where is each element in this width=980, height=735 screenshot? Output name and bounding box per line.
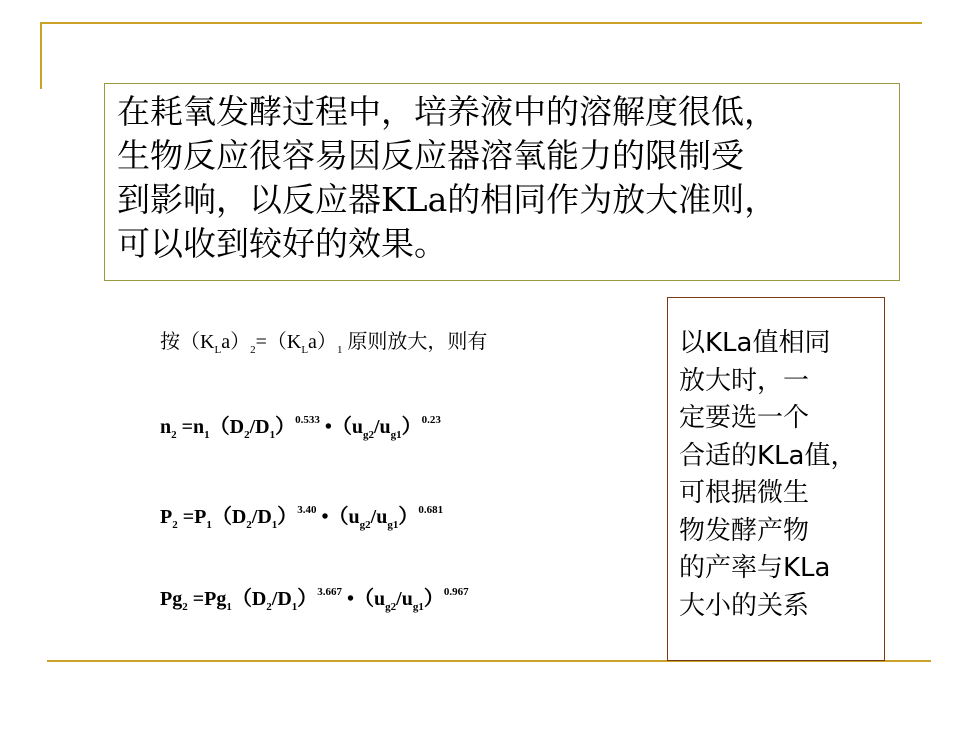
fp-lhs-sub: 2: [172, 519, 178, 531]
fn-mid: /u: [373, 416, 391, 438]
fn-exp1: 0.533: [295, 414, 320, 426]
fn-lhs: n: [160, 416, 172, 438]
fn-ug2: g2: [362, 429, 374, 441]
formula-intro: [160, 325, 487, 356]
fpg-d1: 1: [291, 601, 298, 613]
fi-sub1: L: [214, 344, 222, 356]
fpg-slash: /D: [271, 588, 292, 610]
fpg-eq-sub: 1: [226, 601, 232, 613]
fpg-lhs-sub: 2: [182, 601, 188, 613]
fp-close2: ）: [398, 506, 419, 528]
fi-post: 原则放大，则有: [342, 331, 488, 353]
fpg-d2: 2: [266, 601, 272, 613]
top-decor-line: [40, 22, 922, 24]
fpg-exp1: 3.667: [317, 586, 343, 598]
fp-mid: /u: [370, 506, 388, 528]
fp-ug2: g2: [359, 519, 371, 531]
fi-mid3: a）: [308, 331, 337, 353]
fpg-close2: ）: [423, 588, 444, 610]
fp-ug1: g1: [387, 519, 399, 531]
fpg-eq: =Pg: [187, 588, 227, 610]
fpg-ug1: g1: [412, 601, 424, 613]
fn-slash: /D: [249, 416, 270, 438]
fi-sub2: 2: [250, 344, 256, 356]
formula-pg: [160, 582, 469, 613]
fp-exp1: 3.40: [297, 504, 317, 516]
intro-text-box: [104, 83, 900, 281]
fpg-close: ）: [297, 588, 318, 610]
left-decor-line: [40, 22, 42, 89]
fn-exp2: 0.23: [421, 414, 441, 426]
fpg-lhs: Pg: [160, 588, 183, 610]
fp-d1: 1: [271, 519, 278, 531]
fpg-mid: /u: [396, 588, 413, 610]
fn-close: ）: [275, 416, 296, 438]
fpg-paren: （D: [231, 588, 267, 610]
fp-close: ）: [277, 506, 298, 528]
fn-close2: ）: [401, 416, 422, 438]
fpg-dot: •（u: [342, 588, 386, 610]
fi-mid2: =（K: [255, 331, 302, 353]
fn-eq: =n: [176, 416, 205, 438]
fp-eq: =P: [177, 506, 207, 528]
fi-sub4: 1: [336, 344, 343, 356]
fn-eq-sub: 1: [204, 429, 210, 441]
fp-paren: （D: [211, 506, 247, 528]
fp-dot: •（u: [316, 506, 360, 528]
fn-d2: 2: [244, 429, 250, 441]
fi-pre: 按（K: [160, 331, 215, 353]
fn-lhs-sub: 2: [171, 429, 177, 441]
formula-p: [160, 500, 443, 531]
side-note-box: [667, 297, 885, 661]
fp-eq-sub: 1: [206, 519, 212, 531]
fp-exp2: 0.681: [418, 504, 444, 516]
fpg-ug2: g2: [385, 601, 397, 613]
fp-lhs: P: [160, 506, 173, 528]
fn-paren: （D: [209, 416, 245, 438]
intro-text: 在耗氧发酵过程中，培养液中的溶解度很低， 生物反应很容易因反应器溶氧能力的限制受 到影响，以反应器KLa的相同作为放大准则， 可以收到较好的效果。: [117, 92, 778, 263]
fp-slash: /D: [251, 506, 272, 528]
fpg-exp2: 0.967: [443, 586, 469, 598]
fp-d2: 2: [246, 519, 252, 531]
fn-d1: 1: [269, 429, 276, 441]
fi-mid1: a）: [221, 331, 251, 353]
side-note-text: 以KLa值相同 放大时，一 定要选一个 合适的KLa值， 可根据微生 物发酵产物 的产率与KLa 大小的关系: [679, 328, 857, 621]
formula-n: [160, 410, 441, 441]
fn-ug1: g1: [390, 429, 402, 441]
formula-area: [160, 320, 660, 620]
fn-dot: •（u: [319, 416, 363, 438]
fi-sub3: L: [301, 344, 309, 356]
